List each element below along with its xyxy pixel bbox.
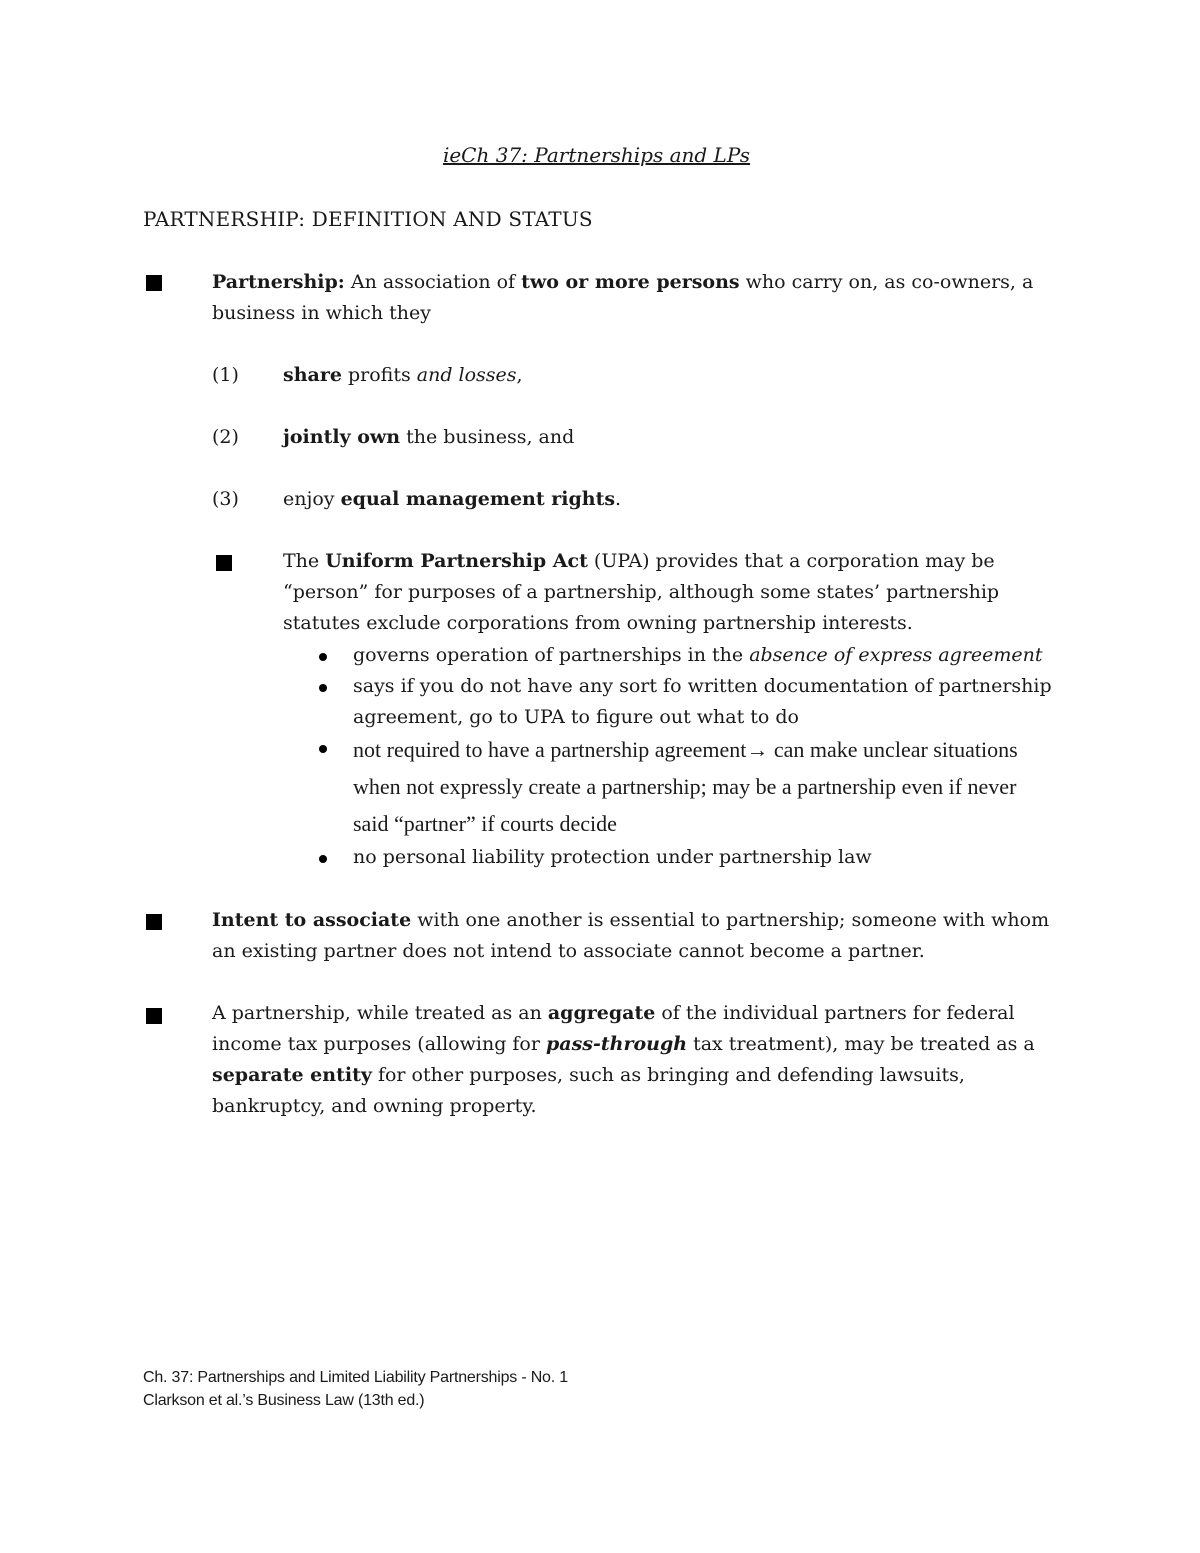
list-item: not required to have a partnership agreement→ can make unclear situations when not expressly create a partnership; may be a partnership even if never said “partner” if courts decide: [353, 737, 1018, 836]
list-item: jointly own the business, and: [283, 426, 575, 448]
item-number: (1): [212, 364, 239, 386]
round-bullet-icon: [319, 745, 327, 753]
footer-line-2: Clarkson et al.’s Business Law (13th ed.): [143, 1392, 425, 1409]
square-bullet-icon: [146, 914, 162, 930]
list-item: governs operation of partnerships in the absence of express agreement: [353, 644, 1043, 666]
upa-paragraph: The Uniform Partnership Act (UPA) provides that a corporation may be “person” for purposes of a partnership, although some states’ partnership statutes exclude corporations from owning partnership interests.: [283, 550, 1000, 634]
square-bullet-icon: [216, 555, 232, 571]
round-bullet-icon: [319, 855, 327, 863]
definition-term: Partnership:: [212, 271, 345, 293]
section-heading: PARTNERSHIP: DEFINITION AND STATUS: [143, 207, 593, 231]
intent-paragraph: Intent to associate with one another is essential to partnership; someone with whom an existing partner does not intend to associate cannot become a partner.: [212, 909, 1050, 962]
document-title: ieCh 37: Partnerships and LPs: [442, 143, 751, 167]
round-bullet-icon: [319, 653, 327, 661]
square-bullet-icon: [146, 1008, 162, 1024]
partnership-definition: Partnership: An association of two or more persons who carry on, as co-owners, a business in which they: [212, 271, 1034, 324]
footer-line-1: Ch. 37: Partnerships and Limited Liability Partnerships - No. 1: [143, 1369, 568, 1386]
list-item: says if you do not have any sort fo written documentation of partnership agreement, go to UPA to figure out what to do: [353, 675, 1052, 728]
item-number: (2): [212, 426, 239, 448]
round-bullet-icon: [319, 684, 327, 692]
list-item: no personal liability protection under partnership law: [353, 846, 872, 868]
aggregate-paragraph: A partnership, while treated as an aggregate of the individual partners for federal income tax purposes (allowing for pass-through tax treatment), may be treated as a separate entity for other purposes, such as bringing and defending lawsuits, bankruptcy, and owning property.: [212, 1002, 1035, 1117]
square-bullet-icon: [146, 275, 162, 291]
item-number: (3): [212, 488, 239, 510]
list-item: enjoy equal management rights.: [283, 488, 622, 510]
list-item: share profits and losses,: [283, 364, 523, 386]
